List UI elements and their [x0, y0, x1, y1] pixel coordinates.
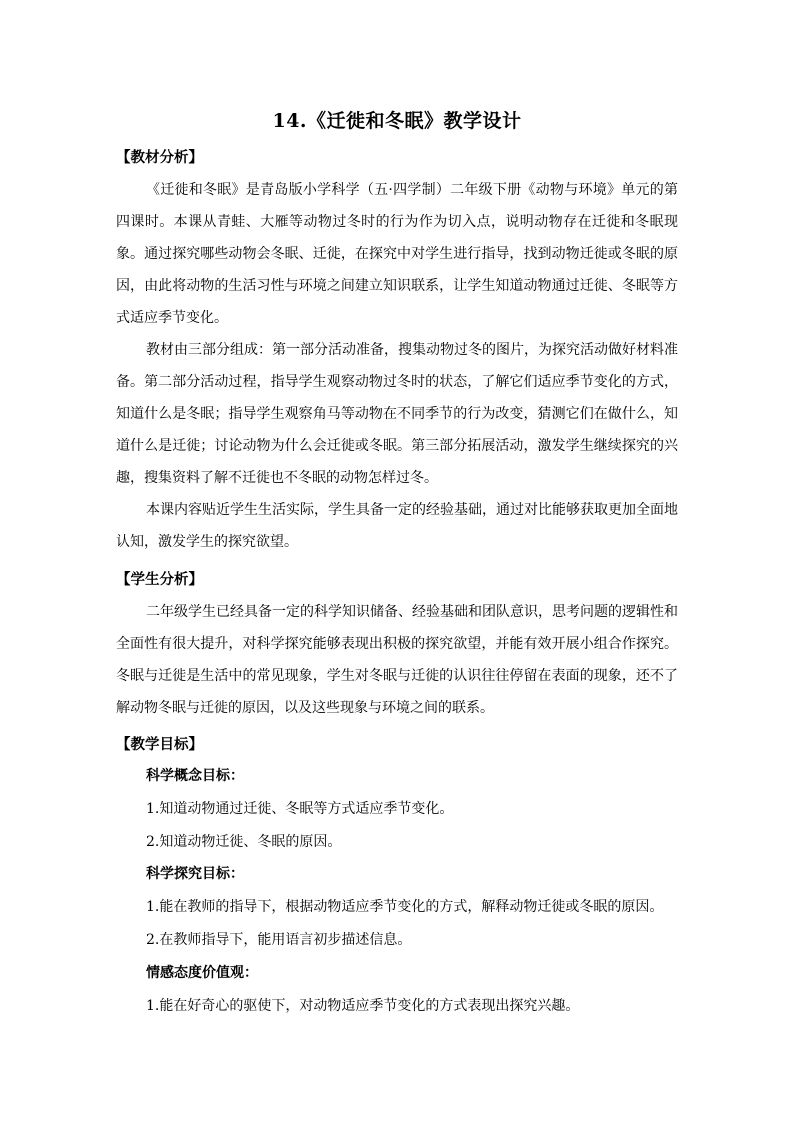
heading-textbook-analysis: 【教材分析】	[116, 149, 203, 166]
paragraph-textbook-1: 《迁徙和冬眠》是青岛版小学科学（五·四学制）二年级下册《动物与环境》单元的第四课时。本课从青蛙、大雁等动物过冬时的行为作为切入点，说明动物存在迁徙和冬眠现象。通过探究哪些动物会冬眠、迁徙，在探究中对学生进行指导，找到动物迁徙或冬眠的原因，由此将动物的生活习性与环境之间建立知识联系，让学生知道动物通过迁徙、冬眠等方式适应季节变化。	[116, 182, 678, 326]
heading-student-analysis: 【学生分析】	[116, 571, 203, 588]
heading-teaching-goals: 【教学目标】	[116, 736, 203, 753]
document-title: 14.《迁徙和冬眠》教学设计	[272, 110, 522, 132]
subhead-attitude-goals: 情感态度价值观：	[146, 965, 258, 981]
paragraph-student-1: 二年级学生已经具备一定的科学知识储备、经验基础和团队意识，思考问题的逻辑性和全面性有很大提升，对科学探究能够表现出积极的探究欲望，并能有效开展小组合作探究。冬眠与迁徙是生活中的常见现象，学生对冬眠与迁徙的认识往往停留在表面的现象，还不了解动物冬眠与迁徙的原因，以及这些现象与环境之间的联系。	[116, 604, 678, 716]
subhead-concept-goals: 科学概念目标：	[146, 768, 244, 784]
list-item: 1.知道动物通过迁徙、冬眠等方式适应季节变化。	[146, 801, 454, 817]
list-item: 2.在教师指导下，能用语言初步描述信息。	[146, 932, 412, 948]
paragraph-textbook-3: 本课内容贴近学生生活实际，学生具备一定的经验基础，通过对比能够获取更加全面地认知，激发学生的探究欲望。	[116, 502, 678, 550]
list-item: 2.知道动物迁徙、冬眠的原因。	[146, 834, 342, 850]
paragraph-textbook-2: 教材由三部分组成：第一部分活动准备，搜集动物过冬的图片，为探究活动做好材料准备。第二部分活动过程，指导学生观察动物过冬时的状态，了解它们适应季节变化的方式，知道什么是冬眠；指导学生观察角马等动物在不同季节的行为改变，猜测它们在做什么，知道什么是迁徙；讨论动物为什么会迁徙或冬眠。第三部分拓展活动，激发学生继续探究的兴趣，搜集资料了解不迁徙也不冬眠的动物怎样过冬。	[116, 342, 678, 486]
list-item: 1.能在好奇心的驱使下，对动物适应季节变化的方式表现出探究兴趣。	[146, 998, 580, 1014]
subhead-inquiry-goals: 科学探究目标：	[146, 866, 244, 882]
list-item: 1.能在教师的指导下，根据动物适应季节变化的方式，解释动物迁徙或冬眠的原因。	[146, 899, 664, 915]
